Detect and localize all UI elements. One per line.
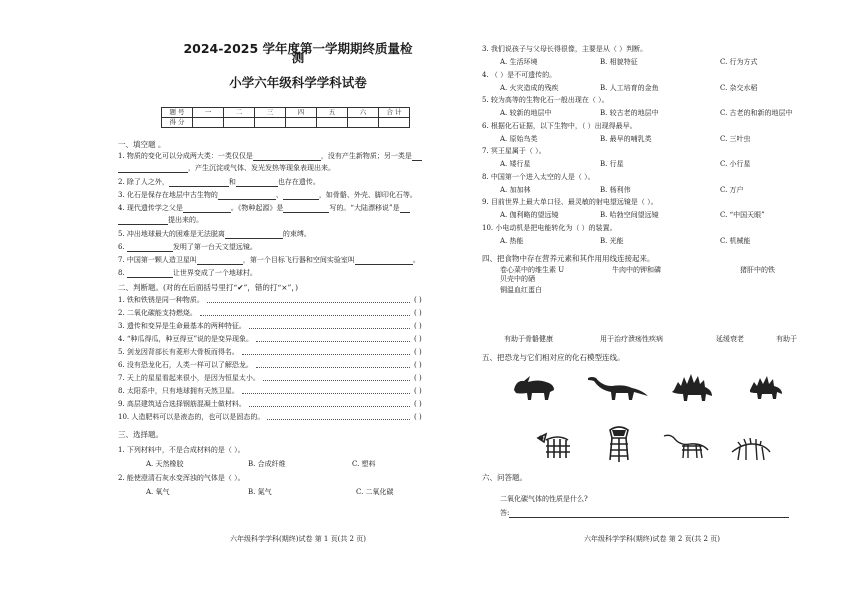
fill-item-3 [118,191,417,200]
dot-leader [249,400,410,407]
judge-text: 3. 遗传和变异是生命最基本的两种特征。 [118,322,246,330]
effect-item[interactable]: 延缓衰老 [716,335,744,343]
judge-answer-paren[interactable]: ( ) [414,413,422,421]
mc-option[interactable]: B. 合成纤维 [248,460,286,468]
fill-text: ，如骨骼、外壳、脚印化石等。 [318,191,417,199]
judge-item [118,387,422,396]
score-header-cell: 二 [224,108,255,118]
section-1-title: 一、填空题 。 [118,140,166,149]
judge-answer-paren[interactable]: ( ) [414,348,422,356]
fill-item-6 [118,243,257,252]
sauropod-fossil[interactable] [662,430,710,460]
effect-item[interactable]: 有助于 [776,335,797,343]
effect-item[interactable]: 有助于骨骼健康 [504,335,553,343]
mc-option[interactable]: A. 矮行星 [500,160,531,168]
mc-option[interactable]: B. 较古老的地层中 [600,109,659,117]
fill-text: 8. [118,269,127,277]
mc-question-stem: 3. 我们说孩子与父母长得很像，主要是从（ ）判断。 [482,45,648,53]
score-header-cell: 三 [255,108,286,118]
long-neck-dinosaur-silhouette[interactable] [586,372,650,402]
score-header-cell: 六 [348,108,379,118]
answer-blank[interactable] [283,205,329,213]
fill-text: 发明了第一台天文望远镜。 [172,243,257,251]
judge-item [118,413,422,422]
mc-question-stem: 6. 根据化石证据，以下生物中，（ ）出现得最早。 [482,121,637,130]
judge-answer-paren[interactable]: ( ) [414,361,422,369]
page-2 [482,0,822,608]
answer-label: 答: [500,509,510,517]
score-header-cell: 合 计 [379,108,410,118]
answer-line[interactable] [509,510,789,518]
fill-text: 1. 物质的变化可以分成两大类：一类仅仅是 [118,152,253,160]
judge-text: 10. 人造肥料可以是液态的，也可以是固态的。 [118,413,265,421]
score-table [161,107,410,128]
stegosaurus-small-silhouette[interactable] [748,370,784,400]
score-cell[interactable] [286,118,317,128]
mc-option[interactable]: C. 行为方式 [720,58,758,66]
fill-item-5 [118,230,311,239]
score-header-cell: 四 [286,108,317,118]
dot-leader [200,309,410,316]
answer-blank[interactable] [253,153,321,161]
mc-option[interactable]: C. 万户 [720,185,744,194]
judge-answer-paren[interactable]: ( ) [414,387,422,395]
mc-question-stem: 5. 较为高等的生物化石一般出现在（ ）。 [482,96,609,104]
dot-leader [263,374,410,381]
dot-leader [267,413,410,420]
mc-option[interactable]: B. 哈勃空间望远镜 [600,211,659,219]
answer-blank[interactable] [118,165,188,173]
essay-question: 二氧化碳气体的性质是什么? [500,495,588,503]
section-4-title: 四、把食物中存在营养元素和其作用用线连接起来。 [482,254,655,263]
stegosaurus-silhouette[interactable] [670,368,714,402]
judge-item [118,348,422,357]
mc-option[interactable]: A. 火灾造成的残疾 [500,83,559,92]
mc-option[interactable]: B. 氮气 [248,488,272,496]
mc-option[interactable]: C. 杂交水稻 [720,83,758,92]
answer-blank[interactable] [218,192,276,200]
judge-answer-paren[interactable]: ( ) [414,309,422,317]
score-row-label: 得 分 [162,118,193,128]
section-5-title: 五、把恐龙与它们相对应的化石模型连线。 [482,353,625,362]
fill-text: 6. [118,243,127,251]
mc-option[interactable]: A. 较新的地层中 [500,109,552,117]
dot-leader [207,296,410,303]
section-6-title: 六、问答题。 [482,473,527,482]
judge-text: 1. 铁和铁锈是同一种物质。 [118,296,204,304]
answer-blank[interactable] [169,179,229,187]
section-3-title: 三、选择题。 [118,430,163,439]
mc-option[interactable]: A. 生活环境 [500,58,538,66]
judge-answer-paren[interactable]: ( ) [414,322,422,330]
answer-blank[interactable] [355,257,413,265]
judge-item [118,374,422,383]
mc-option[interactable]: A. 天然橡胶 [146,460,184,468]
score-header-cell: 题 号 [162,108,193,118]
mc-question-stem: 1. 下列材料中，不是合成材料的是（ ）。 [118,446,245,454]
score-header-cell: 五 [317,108,348,118]
answer-blank[interactable] [183,205,231,213]
fill-text: 3. 化石是保存在地层中古生物的 [118,191,218,199]
score-header-row [162,108,410,118]
fill-text: 。 [412,256,420,264]
judge-text: 5. 剑龙因背部长有菱形大骨板而得名。 [118,348,239,356]
exam-subtitle: 小学六年级科学学科试卷 [229,75,367,90]
mc-option[interactable]: B. 行星 [600,160,624,168]
triceratops-silhouette[interactable] [510,372,556,402]
effect-item[interactable]: 用于治疗溃疡性疾病 [600,335,663,343]
fill-item-7 [118,256,420,265]
page-footer: 六年级科学学科(期终)试卷 第 2 页(共 2 页) [584,535,720,543]
mc-option[interactable]: C. 机械能 [720,236,751,245]
answer-blank[interactable] [127,270,173,278]
mc-option[interactable]: A. 原始鸟类 [500,134,538,143]
judge-item [118,322,422,331]
stegosaurus-fossil[interactable] [730,434,772,462]
mc-question-stem: 10. 小电动机是把电能转化为（ ）的装置。 [482,223,617,232]
mc-question-stem: 7. 冥王星属于（ ）。 [482,147,546,155]
fill-text: 、 [275,191,283,199]
answer-blank[interactable] [127,244,173,252]
judge-text: 7. 天上的星星看起来很小，是因为恒星太小。 [118,374,260,382]
fill-text: 和 [228,178,236,186]
mc-option[interactable]: C. 古老的和新的地层中 [720,109,793,117]
mc-option[interactable]: A. 伽利略的望远镜 [500,211,559,219]
answer-blank[interactable] [225,231,283,239]
score-cell[interactable] [193,118,224,128]
dot-leader [256,361,410,368]
mc-option[interactable]: C. 三叶虫 [720,134,751,143]
judge-item [118,309,422,318]
judge-answer-paren[interactable]: ( ) [414,335,422,343]
fill-text: 7. 中国第一颗人造卫星叫 [118,256,197,264]
mc-option[interactable]: C. 塑料 [352,460,376,468]
fill-text: 4. 现代遗传学之父是 [118,204,183,212]
page-1 [118,0,468,608]
fill-text: 5. 冲出地球最大的困难是无法脱离 [118,230,225,238]
mc-option[interactable]: C. 二氧化碳 [356,488,394,496]
judge-answer-paren[interactable]: ( ) [414,296,422,304]
mc-question-stem: 4. （ ）是不可遗传的。 [482,70,557,79]
fill-text: 的束缚。 [282,230,311,238]
mc-option[interactable]: B. 人工培育的金鱼 [600,83,659,92]
mc-option[interactable]: A. 氧气 [146,488,170,496]
score-cell[interactable] [255,118,286,128]
dot-leader [242,387,410,394]
fill-text: 。《物种起源》是 [230,204,284,212]
judge-item [118,361,422,370]
score-cell[interactable] [224,118,255,128]
fill-text: 写的。“大陆漂移说”是 [329,204,400,212]
mc-option[interactable]: A. 热能 [500,236,524,245]
food-item[interactable]: 贝壳中的硒 [500,275,535,283]
judge-text: 6. 没有恐龙化石，人类一样可以了解恐龙。 [118,361,253,369]
mc-question-stem: 8. 中国第一个进入太空的人是（ ）。 [482,172,595,181]
page-footer: 六年级科学学科(期终)试卷 第 1 页(共 2 页) [230,535,366,543]
judge-item [118,296,422,305]
judge-text: 4. “种瓜得瓜，种豆得豆”说的是变异现象。 [118,335,254,343]
mc-option[interactable]: B. 杨利伟 [600,185,631,194]
mc-option[interactable]: C. “中国天眼” [720,211,765,219]
triceratops-fossil[interactable] [534,428,574,462]
mc-question-stem: 2. 能使澄清石灰水变浑浊的气体是（ ）。 [118,474,245,482]
score-value-row [162,118,410,128]
mc-option[interactable]: B. 相貌特征 [600,58,638,66]
tyrannosaurus-fossil[interactable] [604,424,634,464]
answer-blank[interactable] [400,205,410,213]
mc-option[interactable]: B. 光能 [600,236,624,245]
fill-item-1 [118,152,422,161]
judge-item [118,400,422,409]
fill-text: 也存在遗传。 [277,178,320,186]
answer-blank[interactable] [118,217,168,225]
answer-row [500,509,789,518]
answer-blank[interactable] [412,153,422,161]
fill-item-4-cont [118,216,203,225]
dot-leader [256,335,410,342]
answer-blank[interactable] [283,192,319,200]
fill-text: 提出来的。 [168,216,203,224]
dot-leader [242,348,410,355]
fill-item-4 [118,204,410,213]
section-2-title: 二、判断题。(对的在后面括号里打“✔”，错的打“×”，) [118,283,299,292]
judge-text: 2. 二氧化碳能支持燃烧。 [118,309,197,317]
fill-text: 让世界变成了一个地球村。 [172,269,257,277]
score-cell[interactable] [317,118,348,128]
food-item[interactable]: 卷心菜中的维生素 U [500,266,565,274]
mc-option[interactable]: C. 小行星 [720,160,751,168]
fill-item-8 [118,269,257,278]
judge-text: 9. 高层建筑适合选择钢筋混凝土做材料。 [118,400,246,408]
judge-text: 8. 太阳系中，只有地球拥有天然卫星。 [118,387,239,395]
fill-text: ，没有产生新物质；另一类是 [320,152,412,160]
fill-item-2 [118,178,320,187]
answer-blank[interactable] [197,257,243,265]
mc-option[interactable]: B. 最早的哺乳类 [600,134,652,143]
food-item[interactable]: 猪肝中的铁 [740,266,775,274]
food-item[interactable]: 牛肉中的钾和磷 [612,266,661,274]
score-cell[interactable] [379,118,410,128]
mc-option[interactable]: A. 加加林 [500,185,531,194]
judge-answer-paren[interactable]: ( ) [414,374,422,382]
food-item[interactable]: 铜温血红蛋白 [500,286,542,294]
exam-title: 2024-2025 学年度第一学期期终质量检测 [183,41,413,65]
fill-text: 2. 除了人之外， [118,178,169,186]
fill-item-1-cont [118,164,335,173]
answer-blank[interactable] [236,179,278,187]
fill-text: ，产生沉淀或气体、发光发热等现象表现出来。 [188,164,335,172]
mc-question-stem: 9. 目前世界上最大单口径、最灵敏的射电望远镜是（ ）。 [482,198,658,206]
judge-item [118,335,422,344]
dot-leader [249,322,410,329]
judge-answer-paren[interactable]: ( ) [414,400,422,408]
score-cell[interactable] [348,118,379,128]
score-header-cell: 一 [193,108,224,118]
fill-text: ，第一个目标飞行器和空间实验室叫 [242,256,355,264]
